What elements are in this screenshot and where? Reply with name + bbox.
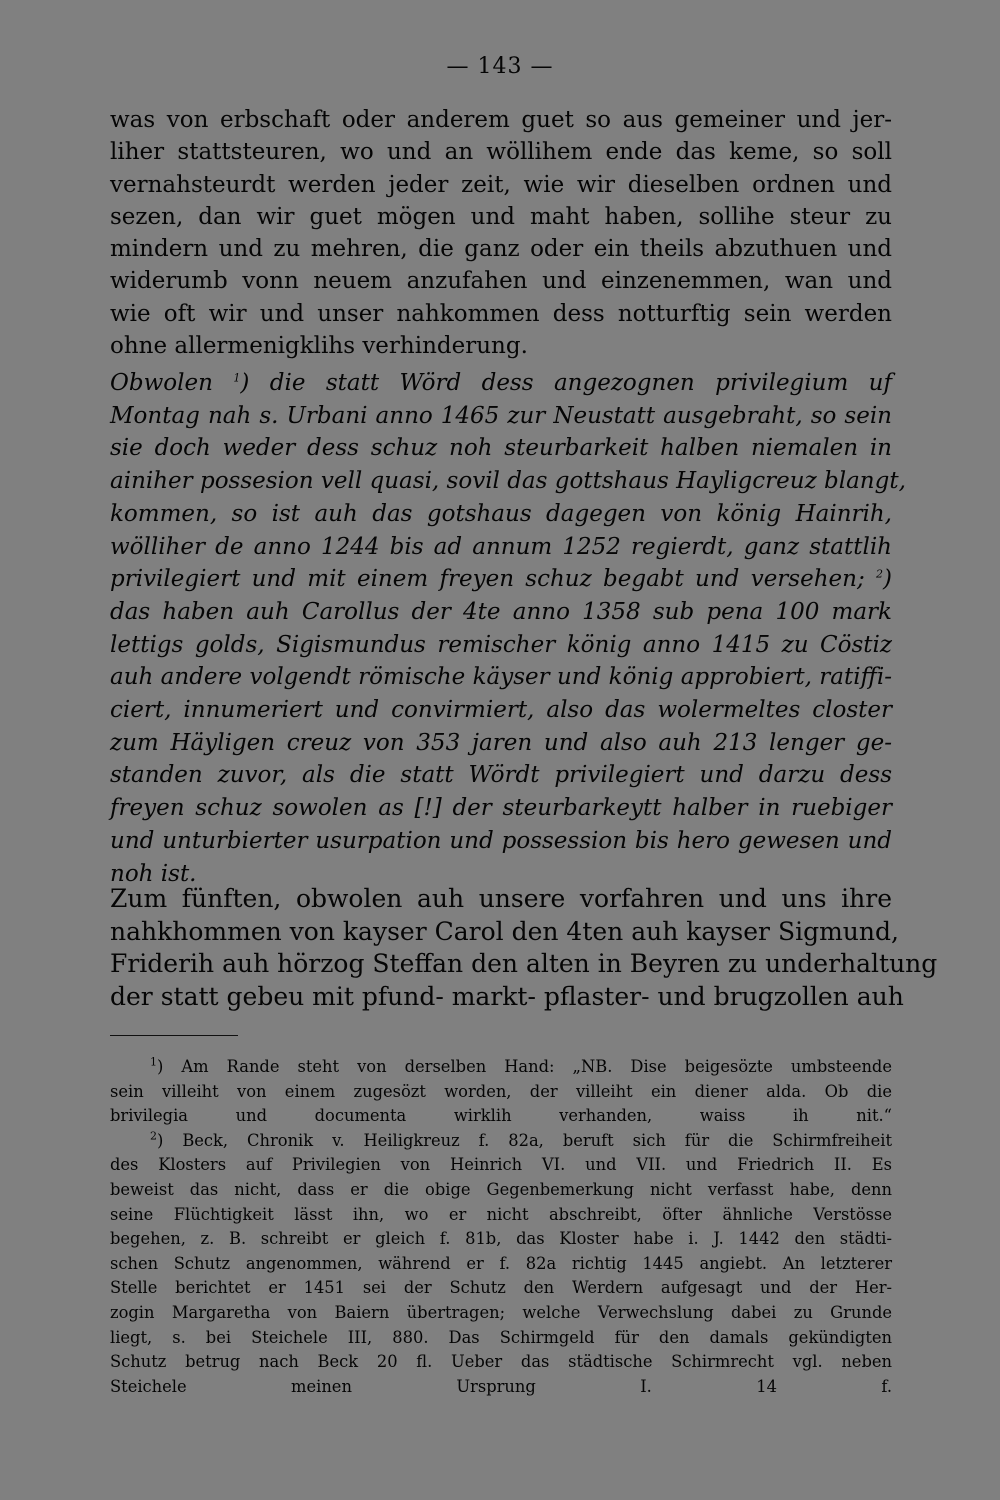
text-line: ainiher possesion vell quasi, sovil das gottshaus Hayligcreuz blangt, xyxy=(110,468,906,495)
footnote-marker-2: 2 xyxy=(876,567,884,581)
text-line: Friderih auh hörzog Steffan den alten in Beyren zu underhaltung xyxy=(110,949,938,978)
marker-line-after: ) xyxy=(883,566,893,593)
text-line: kommen, so ist auh das gotshaus dagegen von könig Hainrih, xyxy=(110,500,892,527)
footnote-line: Schutz betrug nach Beck 20 fl. Ueber das städtische Schirmrecht vgl. neben xyxy=(110,1352,892,1372)
text-line: liher stattsteuren, wo und an wöllihem ende das keme, so soll xyxy=(110,139,892,166)
footnotes xyxy=(110,1055,892,1399)
footnote-rule xyxy=(110,1035,238,1036)
text-line: mindern und zu mehren, die ganz oder ein theils abzuthuen und xyxy=(110,236,892,263)
footnote-1-first-line xyxy=(110,1055,892,1080)
text-line: freyen schuz sowolen as [!] der steurbarkeytt halber in ruebiger xyxy=(110,795,892,822)
paragraph-2-line-1 xyxy=(110,367,892,400)
text-line: Montag nah s. Urbani anno 1465 zur Neustatt ausgebraht, so sein xyxy=(110,402,892,429)
footnote-line: zogin Margaretha von Baiern übertragen; welche Verwechslung dabei zu Grunde xyxy=(110,1302,892,1322)
footnote-line: beweist das nicht, dass er die obige Gegenbemerkung nicht verfasst habe, denn xyxy=(110,1179,892,1199)
paragraph-2 xyxy=(110,367,906,890)
footnote-line: sein villeiht von einem zugesözt worden, der villeiht ein diener alda. Ob die xyxy=(110,1081,892,1101)
text-line: was von erbschaft oder anderem guet so aus gemeiner und jer- xyxy=(110,107,892,133)
text-line: auh andere volgendt römische käyser und könig approbiert, ratiffi- xyxy=(110,664,892,691)
marker-line-text: privilegiert und mit einem freyen schuz begabt und versehen; xyxy=(110,566,865,593)
first-word: Obwolen xyxy=(110,370,213,396)
text-line: ohne allermenigklihs verhinderung. xyxy=(110,333,528,360)
text-line: das haben auh Carollus der 4te anno 1358 sub pena 100 mark xyxy=(110,598,892,625)
text-line: lettigs golds, Sigismundus remischer könig anno 1415 zu Cöstiz xyxy=(110,631,892,658)
text-line: vernahsteurdt werden jeder zeit, wie wir dieselben ordnen und xyxy=(110,171,892,198)
text-line: widerumb vonn neuem anzufahen und einzenemmen, wan und xyxy=(110,268,892,295)
footnote-2-number: 2 xyxy=(150,1129,157,1143)
footnote-line: liegt, s. bei Steichele III, 880. Das Schirmgeld für den damals gekündigten xyxy=(110,1327,892,1347)
footnote-line: begehen, z. B. schreibt er gleich f. 81b, das Kloster habe i. J. 1442 den städti- xyxy=(110,1229,892,1249)
text-line: sie doch weder dess schuz noh steurbarkeit halben niemalen in xyxy=(110,435,892,462)
first-line-rest: ) die statt Wörd dess angezognen privilegium uf xyxy=(240,370,893,396)
paragraph-3 xyxy=(110,883,938,1013)
text-line: ciert, innumeriert und convirmiert, also das wolermeltes closter xyxy=(110,697,892,724)
footnote-line: Steichele meinen Ursprung I. 14 f. xyxy=(110,1376,892,1396)
text-line: wölliher de anno 1244 bis ad annum 1252 regierdt, ganz stattlih xyxy=(110,533,892,560)
page-number: — 143 — xyxy=(446,54,554,79)
text-line: standen zuvor, als die statt Wördt privilegiert und darzu dess xyxy=(110,762,892,789)
footnote-marker-1: 1 xyxy=(233,371,241,385)
footnote-line: brivilegia und documenta wirklih verhanden, waiss ih nit.“ xyxy=(110,1106,892,1126)
paragraph-2-marker-line xyxy=(110,563,892,596)
footnote-line: schen Schutz angenommen, während er f. 82a richtig 1445 angiebt. An letzterer xyxy=(110,1253,892,1273)
footnote-2-first-text: ) Beck, Chronik v. Heiligkreuz f. 82a, beruft sich für die Schirmfreiheit xyxy=(157,1130,892,1150)
footnote-1-number: 1 xyxy=(150,1055,157,1069)
text-line: der statt gebeu mit pfund- markt- pflaster- und brugzollen auh xyxy=(110,981,904,1011)
text-line: zum Häyligen creuz von 353 jaren und also auh 213 lenger ge- xyxy=(110,729,892,756)
text-line: noh ist. xyxy=(110,860,197,887)
footnote-line: des Klosters auf Privilegien von Heinrich VI. und VII. und Friedrich II. Es xyxy=(110,1155,892,1175)
text-line: Zum fünften, obwolen auh unsere vorfahren und uns ihre xyxy=(110,884,892,913)
text-line: sezen, dan wir guet mögen und maht haben, sollihe steur zu xyxy=(110,203,892,230)
footnote-1-first-text: ) Am Rande steht von derselben Hand: „NB. Dise beigesözte umbsteende xyxy=(157,1057,892,1076)
paragraph-1 xyxy=(110,104,892,362)
text-line: nahkhommen von kayser Carol den 4ten auh kayser Sigmund, xyxy=(110,916,899,946)
footnote-line: seine Flüchtigkeit lässt ihn, wo er nicht abschreibt, öfter ähnliche Verstösse xyxy=(110,1204,892,1224)
text-line: wie oft wir und unser nahkommen dess notturftig sein werden xyxy=(110,300,892,327)
footnote-2-first-line xyxy=(110,1129,892,1154)
footnote-line: Stelle berichtet er 1451 sei der Schutz den Werdern aufgesagt und der Her- xyxy=(110,1278,892,1298)
text-line: und unturbierter usurpation und possession bis hero gewesen und xyxy=(110,827,892,854)
